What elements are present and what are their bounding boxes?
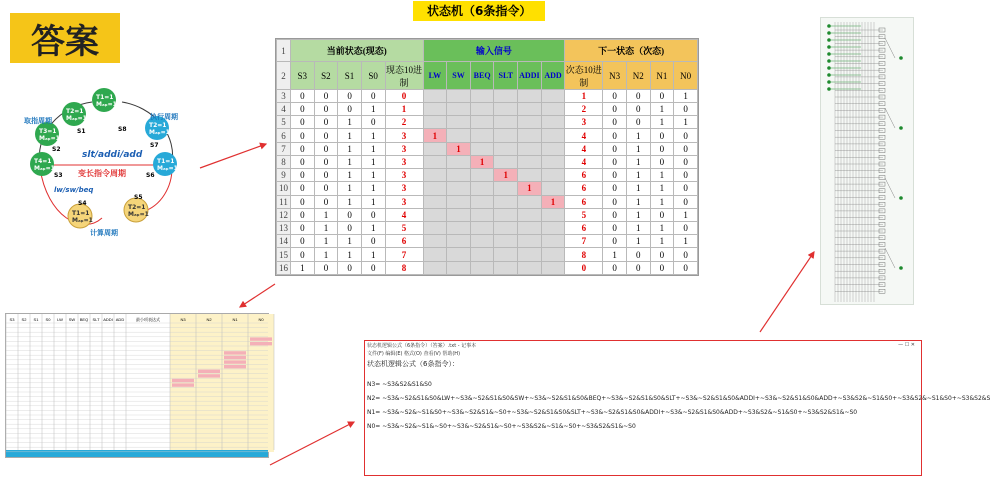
sheet-header: N1 <box>232 317 238 322</box>
table-cell: 1 <box>361 182 385 195</box>
formula-heading: 状态机逻辑公式（6条指令）： <box>367 360 459 368</box>
sheet-header: S3 <box>9 317 15 322</box>
table-cell: 0 <box>603 195 627 208</box>
table-cell: 1 <box>650 182 674 195</box>
table-cell: 1 <box>650 169 674 182</box>
table-cell: 6 <box>565 195 603 208</box>
table-cell: 10 <box>277 182 291 195</box>
table-cell: 1 <box>674 208 698 221</box>
table-cell: 0 <box>291 182 315 195</box>
table-cell: 8 <box>385 261 423 274</box>
sheet-header: N0 <box>258 317 264 322</box>
table-cell: 0 <box>291 195 315 208</box>
table-cell: 1 <box>650 222 674 235</box>
table-cell: 0 <box>314 129 338 142</box>
table-cell: 0 <box>314 116 338 129</box>
group-current-state: 当前状态(现态) <box>291 40 424 62</box>
table-cell: 1 <box>338 235 362 248</box>
table-cell: 0 <box>291 155 315 168</box>
table-cell: 0 <box>650 89 674 102</box>
table-cell: 0 <box>674 129 698 142</box>
table-cell: 0 <box>314 169 338 182</box>
table-cell: 0 <box>603 235 627 248</box>
table-cell: 0 <box>565 261 603 274</box>
table-cell: 1 <box>626 129 650 142</box>
table-cell: 1 <box>565 89 603 102</box>
table-cell: 1 <box>314 208 338 221</box>
col-header-input: BEQ <box>470 62 494 89</box>
col-header-next: N1 <box>650 62 674 89</box>
table-cell: 0 <box>338 208 362 221</box>
table-cell: 2 <box>385 116 423 129</box>
table-cell: 0 <box>314 142 338 155</box>
table-cell: 1 <box>650 195 674 208</box>
sheet-header: 最小项表达式 <box>136 317 160 322</box>
slt-addi-add-label: slt/addi/add <box>82 150 143 160</box>
table-cell: 3 <box>385 195 423 208</box>
answer-badge: 答案 <box>10 13 120 63</box>
table-cell: 0 <box>361 208 385 221</box>
table-cell: 1 <box>626 235 650 248</box>
table-cell: 0 <box>650 142 674 155</box>
table-cell: 1 <box>361 103 385 116</box>
table-cell: 0 <box>603 103 627 116</box>
table-cell: 1 <box>650 103 674 116</box>
table-cell: 0 <box>338 103 362 116</box>
table-cell: 1 <box>470 155 494 168</box>
state-tag-s7: S7 <box>150 142 159 149</box>
table-cell: 0 <box>291 89 315 102</box>
table-cell: 0 <box>650 248 674 261</box>
table-cell: 0 <box>603 169 627 182</box>
table-cell: 0 <box>291 208 315 221</box>
sheet-header: S1 <box>33 317 39 322</box>
table-cell: 0 <box>361 235 385 248</box>
table-cell: 0 <box>291 142 315 155</box>
table-cell: 3 <box>385 155 423 168</box>
table-cell: 0 <box>314 261 338 274</box>
state-text-s4: T1=1 Mₐₚ=1 <box>72 210 93 224</box>
arrow-diagram-to-table <box>200 144 266 168</box>
sheet-header: LW <box>57 317 63 322</box>
state-tag-s5: S5 <box>134 194 143 201</box>
table-cell: 11 <box>277 195 291 208</box>
arrow-sheet-to-notepad <box>270 422 354 465</box>
lw-sw-beq-label: lw/sw/beq <box>54 186 94 194</box>
table-cell: 7 <box>565 235 603 248</box>
col-header-input: ADD <box>541 62 565 89</box>
table-cell: 0 <box>314 195 338 208</box>
table-cell: 5 <box>277 116 291 129</box>
table-cell: 0 <box>674 222 698 235</box>
table-cell: 1 <box>626 155 650 168</box>
table-cell: 1 <box>447 142 471 155</box>
formula-n2: N2= ~S3&~S2&S1&S0&LW+~S3&~S2&S1&S0&SW+~S3&~S2&S1&S0&BEQ+~S3&~S2&S1&S0&SLT+~S3&~S2&S1&S0&ADDI+~S3&~S2&S1&S0&ADD+~S3&S2&~S1&S0+~S3&S2&~S1&S0+~S3&S2&S <box>367 395 990 402</box>
col-header-next: N3 <box>603 62 627 89</box>
table-cell: 0 <box>626 261 650 274</box>
table-cell: 1 <box>361 222 385 235</box>
table-cell: 1 <box>494 169 518 182</box>
table-cell: 6 <box>565 222 603 235</box>
table-cell: 1 <box>626 208 650 221</box>
table-cell: 0 <box>674 103 698 116</box>
table-cell: 2 <box>565 103 603 116</box>
table-cell: 1 <box>361 248 385 261</box>
table-cell: 1 <box>314 235 338 248</box>
table-cell: 3 <box>385 182 423 195</box>
table-cell: 1 <box>626 222 650 235</box>
table-cell: 6 <box>565 182 603 195</box>
fetch-cycle-label: 取指周期 <box>24 117 52 125</box>
table-cell: 1 <box>423 129 447 142</box>
formula-n1: N1= ~S3&~S2&~S1&S0+~S3&~S2&S1&~S0+~S3&~S2&S1&S0&SLT+~S3&~S2&S1&S0&ADDI+~S3&~S2&S1&S0&ADD+~S3&S2&~S1&S0+~S3&S2&S1&~S0 <box>367 409 858 416</box>
sheet-header: S0 <box>45 317 51 322</box>
col-header-input: ADDI <box>518 62 542 89</box>
state-text-s3: T4=1 Mₐₚ=1 <box>34 158 55 172</box>
table-cell: 0 <box>338 261 362 274</box>
table-cell: 0 <box>603 89 627 102</box>
state-text-s5: T2=1 Mₐₚ=1 <box>128 204 149 218</box>
table-cell: 0 <box>314 182 338 195</box>
state-text-s6: T1=1 Mₐₚ=1 <box>157 158 178 172</box>
table-cell: 0 <box>338 222 362 235</box>
table-cell: 1 <box>338 169 362 182</box>
table-cell: 1 <box>338 182 362 195</box>
table-cell: 1 <box>291 261 315 274</box>
table-cell: 3 <box>565 116 603 129</box>
state-tag-s3: S3 <box>54 172 63 179</box>
notepad-title: 状态机逻辑公式（6条指令）（答案）.txt - 记事本 <box>367 343 477 349</box>
table-cell: 1 <box>361 155 385 168</box>
exec-cycle-label: 执行周期 <box>150 113 178 121</box>
table-cell: 15 <box>277 248 291 261</box>
table-cell: 9 <box>277 169 291 182</box>
table-cell: 1 <box>626 195 650 208</box>
table-cell: 0 <box>385 89 423 102</box>
col-header-current: S2 <box>314 62 338 89</box>
table-cell: 0 <box>626 116 650 129</box>
table-cell: 1 <box>626 169 650 182</box>
table-cell: 1 <box>314 248 338 261</box>
table-cell: 1 <box>626 142 650 155</box>
state-text-s0: T1=1 Mₐₚ=1 <box>96 94 117 108</box>
table-cell: 1 <box>361 169 385 182</box>
table-cell: 0 <box>603 222 627 235</box>
group-input-signal: 输入信号 <box>423 40 565 62</box>
table-cell: 1 <box>626 182 650 195</box>
table-cell: 0 <box>674 195 698 208</box>
table-cell: 0 <box>626 103 650 116</box>
sheet-header: ADDI <box>103 317 113 322</box>
table-cell: 0 <box>603 116 627 129</box>
table-cell: 1 <box>338 195 362 208</box>
table-cell: 1 <box>518 182 542 195</box>
state-tag-s6: S6 <box>146 172 155 179</box>
state-text-s1: T2=1 Mₐₚ=1 <box>66 108 87 122</box>
table-cell: 1 <box>541 195 565 208</box>
table-cell: 14 <box>277 235 291 248</box>
col-header-current: S0 <box>361 62 385 89</box>
col-header-input: SW <box>447 62 471 89</box>
table-cell: 1 <box>338 142 362 155</box>
compute-cycle-label: 计算周期 <box>90 229 118 237</box>
table-cell: 4 <box>385 208 423 221</box>
col-header-current: 现态10进制 <box>385 62 423 89</box>
table-cell: 0 <box>291 248 315 261</box>
table-cell: 13 <box>277 222 291 235</box>
long-cycle-label: 变长指令周期 <box>78 169 126 178</box>
table-cell: 6 <box>565 169 603 182</box>
col-header-next: N2 <box>626 62 650 89</box>
table-cell: 0 <box>314 155 338 168</box>
row-number: 2 <box>277 62 291 89</box>
table-cell: 0 <box>674 169 698 182</box>
col-header-next: 次态10进制 <box>565 62 603 89</box>
table-cell: 0 <box>603 129 627 142</box>
formula-n0: N0= ~S3&~S2&~S1&~S0+~S3&~S2&S1&~S0+~S3&S2&~S1&~S0+~S3&S2&S1&~S0 <box>367 423 636 430</box>
table-cell: 0 <box>603 208 627 221</box>
sheet-header: ADD <box>115 317 125 322</box>
table-cell: 12 <box>277 208 291 221</box>
col-header-next: N0 <box>674 62 698 89</box>
sheet-header: N3 <box>180 317 186 322</box>
table-cell: 0 <box>314 103 338 116</box>
col-header-current: S3 <box>291 62 315 89</box>
window-controls[interactable]: — ☐ ✕ <box>898 342 915 348</box>
formula-n3: N3= ~S3&S2&S1&S0 <box>367 381 432 388</box>
table-cell: 0 <box>338 89 362 102</box>
table-cell: 0 <box>674 155 698 168</box>
table-cell: 0 <box>626 89 650 102</box>
table-cell: 1 <box>338 155 362 168</box>
table-cell: 5 <box>565 208 603 221</box>
table-cell: 0 <box>291 116 315 129</box>
state-text-s2: T3=1 Mₐₚ=1 <box>39 128 60 142</box>
table-cell: 0 <box>291 103 315 116</box>
table-cell: 1 <box>603 248 627 261</box>
table-cell: 0 <box>650 208 674 221</box>
col-header-input: LW <box>423 62 447 89</box>
table-cell: 1 <box>674 116 698 129</box>
table-cell: 1 <box>650 116 674 129</box>
table-cell: 3 <box>385 129 423 142</box>
table-cell: 1 <box>674 89 698 102</box>
table-cell: 0 <box>674 142 698 155</box>
sheet-header: N2 <box>206 317 212 322</box>
col-header-input: SLT <box>494 62 518 89</box>
state-text-s7: T2=1 Mₐₚ=1 <box>149 122 170 136</box>
notepad-menu[interactable]: 文件(F) 编辑(E) 格式(O) 查看(V) 帮助(H) <box>367 351 461 357</box>
table-cell: 1 <box>361 129 385 142</box>
table-cell: 0 <box>361 116 385 129</box>
table-cell: 0 <box>603 182 627 195</box>
table-cell: 0 <box>603 155 627 168</box>
table-cell: 0 <box>291 129 315 142</box>
table-cell: 0 <box>361 89 385 102</box>
table-cell: 1 <box>674 235 698 248</box>
page-title: 状态机（6条指令） <box>413 1 545 21</box>
arrow-table-to-sheet <box>240 284 275 307</box>
table-cell: 0 <box>650 129 674 142</box>
table-cell: 0 <box>674 182 698 195</box>
state-tag-s4: S4 <box>78 200 87 207</box>
table-cell: 0 <box>291 222 315 235</box>
table-cell: 4 <box>565 155 603 168</box>
table-cell: 0 <box>291 235 315 248</box>
table-cell: 0 <box>314 89 338 102</box>
table-cell: 1 <box>361 195 385 208</box>
table-cell: 5 <box>385 222 423 235</box>
table-cell: 0 <box>674 261 698 274</box>
table-cell: 16 <box>277 261 291 274</box>
table-cell: 4 <box>565 142 603 155</box>
table-cell: 8 <box>277 155 291 168</box>
table-cell: 4 <box>565 129 603 142</box>
group-next-state: 下一状态（次态) <box>565 40 698 62</box>
table-cell: 0 <box>603 142 627 155</box>
table-cell: 0 <box>674 248 698 261</box>
table-cell: 3 <box>385 142 423 155</box>
table-cell: 0 <box>650 261 674 274</box>
table-cell: 0 <box>650 155 674 168</box>
row-number: 1 <box>277 40 291 62</box>
table-cell: 7 <box>385 248 423 261</box>
table-cell: 4 <box>277 103 291 116</box>
table-cell: 1 <box>338 248 362 261</box>
table-cell: 1 <box>650 235 674 248</box>
state-tag-s8: S8 <box>118 126 127 133</box>
table-cell: 0 <box>603 261 627 274</box>
sheet-header: BEQ <box>79 317 89 322</box>
table-cell: 0 <box>291 169 315 182</box>
state-tag-s1: S1 <box>77 128 86 135</box>
table-cell: 3 <box>277 89 291 102</box>
table-cell: 1 <box>361 142 385 155</box>
table-cell: 8 <box>565 248 603 261</box>
sheet-header: SW <box>68 317 76 322</box>
table-cell: 1 <box>314 222 338 235</box>
col-header-current: S1 <box>338 62 362 89</box>
table-cell: 0 <box>361 261 385 274</box>
table-cell: 6 <box>385 235 423 248</box>
table-cell: 1 <box>385 103 423 116</box>
table-cell: 1 <box>338 116 362 129</box>
arrow-notepad-to-circuit <box>760 252 814 332</box>
sheet-header: S2 <box>21 317 27 322</box>
state-tag-s2: S2 <box>52 146 61 153</box>
sheet-header: SLT <box>92 317 100 322</box>
table-cell: 0 <box>626 248 650 261</box>
table-cell: 1 <box>338 129 362 142</box>
table-cell: 3 <box>385 169 423 182</box>
table-cell: 6 <box>277 129 291 142</box>
table-cell: 7 <box>277 142 291 155</box>
